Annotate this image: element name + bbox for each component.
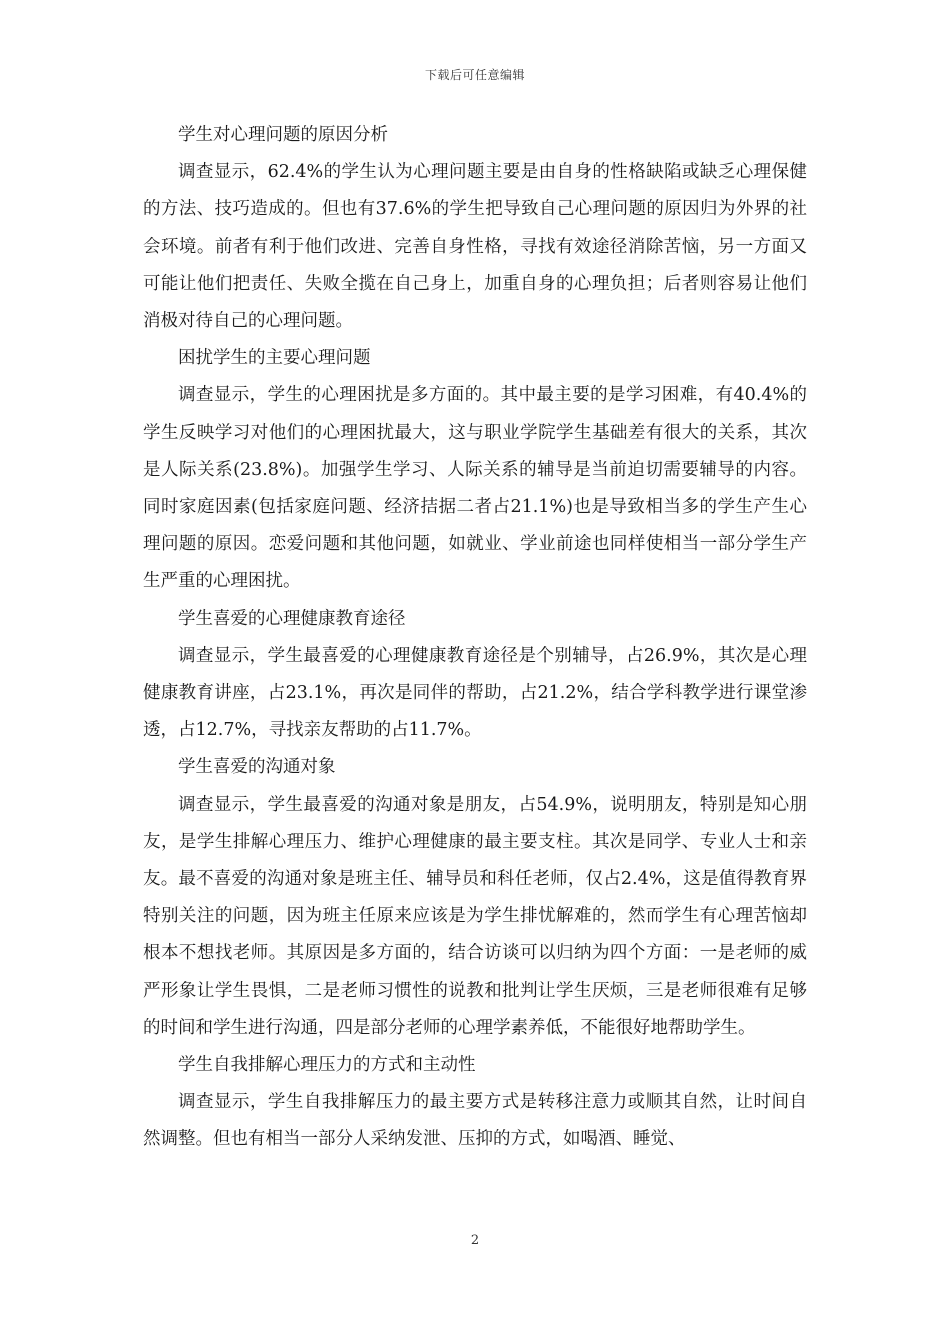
page-number: 2 <box>470 1233 480 1248</box>
section-paragraph-main-problems: 调查显示，学生的心理困扰是多方面的。其中最主要的是学习困难，有40.4%的学生反映学习对他们的心理困扰最大，这与职业学院学生基础差有很大的关系，其次是人际关系(23.8%)。加强学生学习、人际关系的辅导是当前迫切需要辅导的内容。同时家庭因素(包括家庭问题、经济拮据二者占21.1%)也是导致相当多的学生产生心理问题的原因。恋爱问题和其他问题，如就业、学业前途也同样使相当一部分学生产生严重的心理困扰。 <box>143 385 807 592</box>
section-paragraph-stress-relief: 调查显示，学生自我排解压力的最主要方式是转移注意力或顺其自然，让时间自然调整。但也有相当一部分人采纳发泄、压抑的方式，如喝酒、睡觉、 <box>143 1092 807 1150</box>
page-header: 下载后可任意编辑 <box>424 68 525 82</box>
document-body <box>143 117 807 1159</box>
section-heading-communication-partners: 学生喜爱的沟通对象 <box>178 757 336 778</box>
section-paragraph-cause-analysis: 调查显示，62.4%的学生认为心理问题主要是由自身的性格缺陷或缺乏心理保健的方法、技巧造成的。但也有37.6%的学生把导致自己心理问题的原因归为外界的社会环境。前者有利于他们改进、完善自身性格，寻找有效途径消除苦恼，另一方面又可能让他们把责任、失败全揽在自己身上，加重自身的心理负担；后者则容易让他们消极对待自己的心理问题。 <box>143 162 807 332</box>
section-heading-cause-analysis: 学生对心理问题的原因分析 <box>178 125 388 145</box>
section-heading-stress-relief: 学生自我排解心理压力的方式和主动性 <box>178 1055 476 1076</box>
section-heading-education-approaches: 学生喜爱的心理健康教育途径 <box>178 608 406 629</box>
section-paragraph-communication-partners: 调查显示，学生最喜爱的沟通对象是朋友，占54.9%，说明朋友，特别是知心朋友，是学生排解心理压力、维护心理健康的最主要支柱。其次是同学、专业人士和亲友。最不喜爱的沟通对象是班主任、辅导员和科任老师，仅占2.4%，这是值得教育界特别关注的问题，因为班主任原来应该是为学生排忧解难的，然而学生有心理苦恼却根本不想找老师。其原因是多方面的，结合访谈可以归纳为四个方面：一是老师的威严形象让学生畏惧，二是老师习惯性的说教和批判让学生厌烦，三是老师很难有足够的时间和学生进行沟通，四是部分老师的心理学素养低，不能很好地帮助学生。 <box>143 794 807 1038</box>
section-heading-main-problems: 困扰学生的主要心理问题 <box>178 348 371 369</box>
section-paragraph-education-approaches: 调查显示，学生最喜爱的心理健康教育途径是个别辅导，占26.9%，其次是心理健康教育讲座，占23.1%，再次是同伴的帮助，占21.2%，结合学科教学进行课堂渗透，占12.7%，寻找亲友帮助的占11.7%。 <box>143 645 807 741</box>
